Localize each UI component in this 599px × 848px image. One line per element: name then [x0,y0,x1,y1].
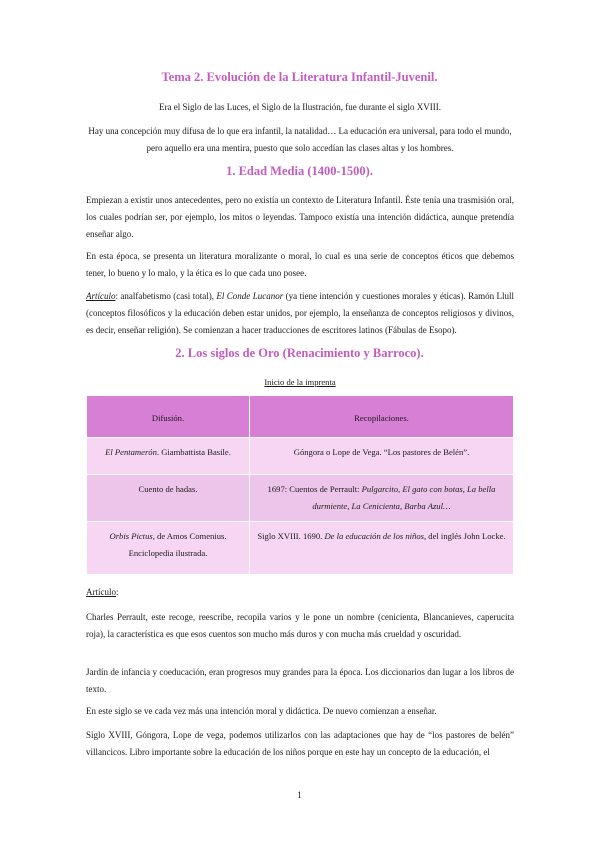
cell-text: 1697: Cuentos de Perrault: [267,484,362,494]
table-cell [250,522,514,575]
section-heading-edad-media: 1. Edad Media (1400-1500). [226,164,373,178]
intro-paragraph: Hay una concepción muy difusa de lo que era infantil, la natalidad… La educación era universal, para todo el mundo, pero aquello era una mentira, puesto que solo accedían las clases altas y los hombres. [88,126,512,153]
header-recopilaciones: Recopilaciones. [250,396,514,438]
paragraph-intencion-moral: En este siglo se ve cada vez más una intención moral y didáctica. De nuevo comienzan a enseñar. [86,706,437,716]
paragraph-siglo-xviii: Siglo XVIII, Góngora, Lope de vega, podemos utilizarlos con las adaptaciones que hay de “los pastores de belén” villancicos. Libro importante sobre la educación de los niños porque en este hay un concepto de la educación, el [86,730,514,757]
cell-text: , del inglés John Locke. [423,531,506,541]
articulo-label-suffix: : [116,587,119,597]
table-cell: Cuento de hadas. [87,475,250,522]
table-row [87,522,514,575]
cell-text: Siglo XVIII. 1690. [257,531,325,541]
section-heading-siglos-de-oro: 2. Los siglos de Oro (Renacimiento y Barroco). [175,346,424,360]
table-cell: Góngora o Lope de Vega. “Los pastores de Belén”. [250,438,514,475]
table-cell [87,522,250,575]
cell-italic-title: El Pentamerón [105,447,157,457]
articulo-heading-2 [86,584,514,601]
page-number: 1 [297,790,302,800]
paragraph-jardin-infancia: Jardín de infancia y coeducación, eran progresos muy grandes para la época. Los diccionarios dan lugar a los libros de texto. [86,667,514,694]
cell-text: . Giambattista Basile. [156,447,231,457]
cell-italic-title: Orbis Pictus [109,531,153,541]
paragraph-perrault: Charles Perrault, este recoge, reescribe, recopila varios y le pone un nombre (cenicienta, Blancanieves, caperucita roja), la característica es que esos cuentos son mucho más duros y con mucha más crueldad y oscuridad. [86,612,514,639]
intro-line-1: Era el Siglo de las Luces, el Siglo de la Ilustración, fue durante el siglo XVIII. [159,102,441,112]
cell-italic-title: Pulgarcito, El gato con botas, La bella durmiente, La Cenicienta, Barba Azul… [312,484,496,511]
paragraph-articulo-edad-media [86,288,514,339]
header-difusion: Difusión. [87,396,250,438]
conde-lucanor-title: El Conde Lucanor [216,291,284,301]
table-row [87,475,514,522]
table-caption-text: Inicio de la imprenta [264,377,336,387]
articulo-label: Artículo [86,291,116,301]
cell-italic-title: De la educación de los niños [324,531,424,541]
page-title: Tema 2. Evolución de la Literatura Infantil-Juvenil. [161,70,438,84]
articulo-text-a: : analfabetismo (casi total), [115,291,217,301]
paragraph-antecedentes: Empiezan a existir unos antecedentes, pero no existía un contexto de Literatura Infantil. Éste tenía una trasmisión oral, los cuales podrían ser, por ejemplo, los mitos o leyendas. Tampoco existía una intención didáctica, aunque pretendía enseñar algo. [86,195,514,239]
imprenta-table [86,395,514,575]
table-cell [87,438,250,475]
paragraph-literatura-moral: En esta época, se presenta un literatura moralizante o moral, lo cual es una serie de conceptos éticos que debemos tener, lo bueno y lo malo, y la ética es lo que cada uno posee. [86,251,514,278]
table-caption [86,374,514,391]
articulo-label: Artículo [86,587,116,597]
table-cell [250,475,514,522]
articulo-text-c: (ya tiene intención y cuestiones morales y éticas). Ramón Llull (conceptos filosóficos y la educación deben estar unidos, por ejemplo, la enseñanza de conceptos religiosos y divinos, es decir, enseñar religión). Se comienzan a hacer traducciones de escritores latinos (Fábulas de Esopo). [86,291,515,335]
cell-text: , de Amos Comenius. Enciclopedia ilustrada. [128,531,227,558]
table-header-row [87,396,514,438]
table-row [87,438,514,475]
